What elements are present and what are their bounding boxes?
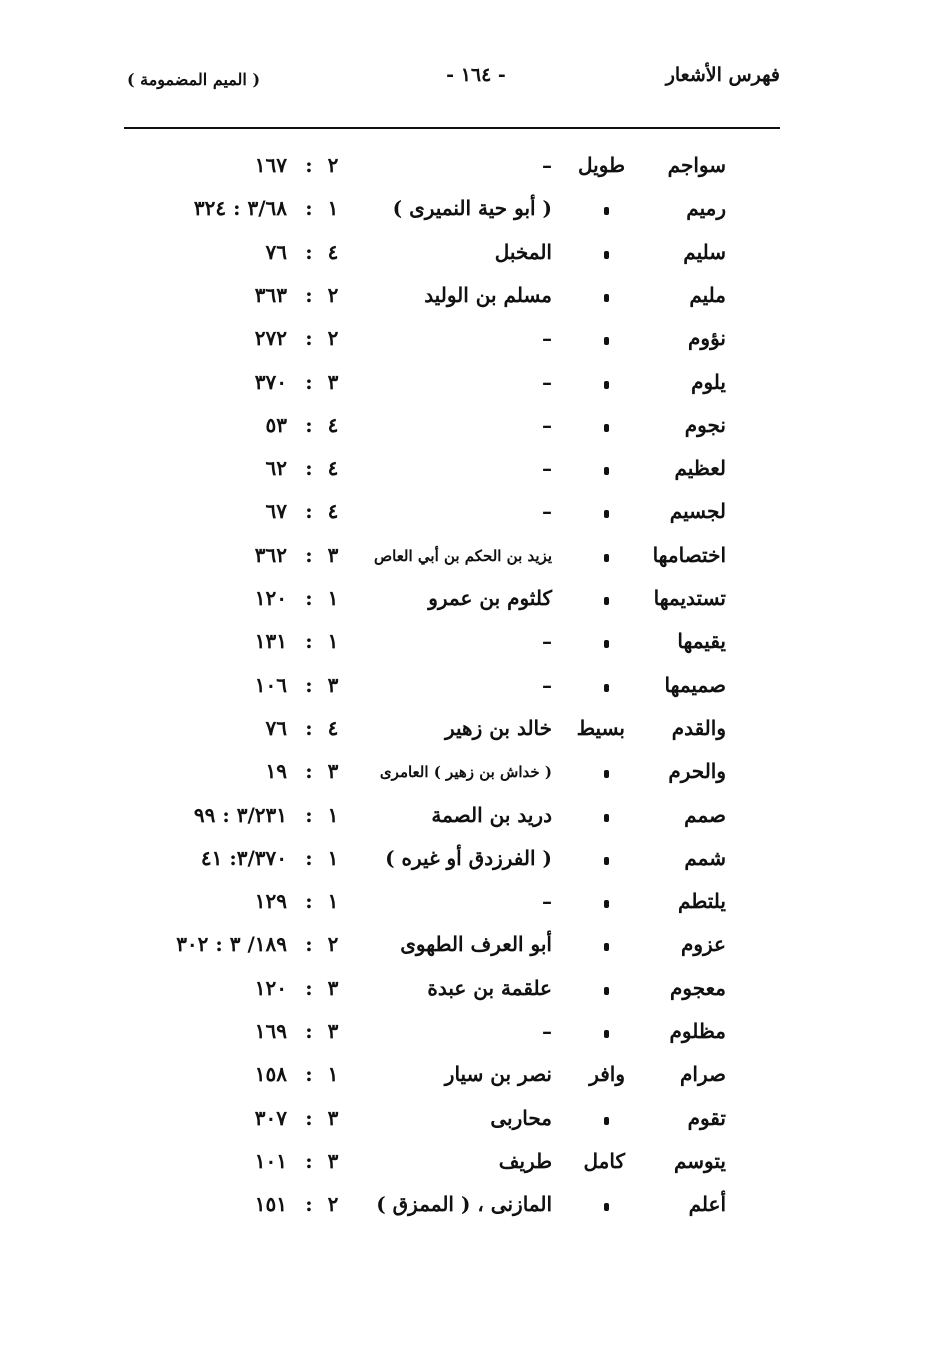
ditto-mark: [604, 1117, 609, 1125]
rhyme-word: اختصامها: [652, 542, 726, 567]
page-numbers: ٧٦: [265, 715, 287, 740]
separator: :: [305, 542, 313, 567]
separator: :: [305, 1192, 313, 1217]
page-numbers: ٣٦٣: [254, 282, 287, 307]
rhyme-word: تستديمها: [653, 586, 726, 610]
separator: :: [305, 412, 313, 437]
volume-number: ٣: [327, 1105, 339, 1130]
separator: :: [305, 369, 313, 394]
index-row: [0, 708, 952, 751]
poet-name: –: [542, 412, 552, 437]
poet-name: أبو العرف الطهوى: [400, 932, 552, 957]
ditto-mark: [604, 684, 609, 692]
volume-number: ٢: [327, 932, 339, 957]
index-row: [0, 751, 952, 794]
page-numbers: ١٠١: [254, 1148, 287, 1173]
volume-number: ١: [327, 1062, 339, 1087]
rhyme-word: والقدم: [671, 715, 726, 740]
ditto-mark: [604, 510, 609, 518]
volume-number: ٣: [327, 759, 339, 784]
rhyme-word: نؤوم: [688, 326, 726, 351]
rhyme-word: عزوم: [680, 932, 726, 957]
poet-name: –: [542, 456, 552, 481]
header-rule: [124, 127, 780, 129]
rhyme-word: يقيمها: [677, 629, 726, 654]
page-numbers: ٣/٢٣١ : ٩٩: [193, 802, 287, 827]
volume-number: ٤: [327, 499, 339, 524]
index-row: [0, 491, 952, 534]
page-numbers: ٢٧٢: [254, 326, 287, 351]
rhyme-word: لجسيم: [669, 499, 726, 524]
volume-number: ٣: [327, 975, 339, 1000]
rhyme-word: صمم: [684, 802, 726, 827]
rhyme-word: يلوم: [691, 369, 726, 394]
rhyme-word: أعلم: [688, 1192, 726, 1217]
index-row: [0, 1054, 952, 1097]
poet-name: علقمة بن عبدة: [427, 975, 552, 1000]
meter-name: بسيط: [576, 715, 625, 740]
page-numbers: ١٠٦: [254, 672, 287, 697]
volume-number: ١: [327, 196, 339, 221]
volume-number: ٤: [327, 715, 339, 740]
index-row: [0, 665, 952, 708]
volume-number: ٣: [327, 369, 339, 394]
index-row: [0, 621, 952, 664]
poet-name: –: [542, 326, 552, 351]
poet-name: ( خداش بن زهير ) العامرى: [379, 763, 552, 782]
page-numbers: ٣٧٠: [254, 369, 287, 394]
separator: :: [305, 889, 313, 914]
index-row: [0, 1098, 952, 1141]
index-row: [0, 578, 952, 621]
ditto-mark: [604, 294, 609, 302]
index-row: [0, 881, 952, 924]
page-number: - ١٦٤ -: [446, 64, 506, 86]
separator: :: [305, 456, 313, 481]
rhyme-word: يتوسم: [673, 1148, 726, 1173]
rhyme-word: لعظيم: [674, 456, 726, 481]
page-numbers: ٣٦٢: [254, 542, 287, 567]
ditto-mark: [604, 381, 609, 389]
index-row: [0, 838, 952, 881]
separator: :: [305, 759, 313, 784]
running-title: فهرس الأشعار: [665, 64, 780, 86]
separator: :: [305, 282, 313, 307]
poet-name: –: [542, 889, 552, 914]
poet-name: محاربى: [490, 1105, 552, 1130]
volume-number: ١: [327, 586, 339, 610]
volume-number: ٣: [327, 1019, 339, 1043]
index-row: [0, 275, 952, 318]
poet-name: –: [542, 153, 552, 177]
index-row: [0, 188, 952, 231]
rhyme-word: مظلوم: [669, 1019, 726, 1043]
separator: :: [305, 586, 313, 610]
index-row: [0, 795, 952, 838]
page-numbers: ٦٢: [265, 456, 287, 481]
volume-number: ٤: [327, 239, 339, 264]
volume-number: ١: [327, 629, 339, 654]
page-numbers: ١٥١: [254, 1192, 287, 1217]
page-numbers: ٣٠٧: [254, 1105, 287, 1130]
separator: :: [305, 326, 313, 351]
meter-name: كامل: [583, 1148, 625, 1173]
ditto-mark: [604, 857, 609, 865]
ditto-mark: [604, 987, 609, 995]
index-row: [0, 1011, 952, 1054]
index-row: [0, 1184, 952, 1227]
poet-name: المخبل: [494, 239, 552, 264]
index-row: [0, 318, 952, 361]
volume-number: ٣: [327, 542, 339, 567]
separator: :: [305, 629, 313, 654]
rhyme-word: سليم: [683, 239, 726, 264]
rhyme-word: صميمها: [664, 672, 726, 697]
poet-name: ( الفرزدق أو غيره ): [385, 845, 552, 870]
separator: :: [305, 1019, 313, 1043]
separator: :: [305, 153, 313, 177]
index-row: [0, 145, 952, 188]
rhyme-word: سواجم: [667, 153, 726, 177]
ditto-mark: [604, 554, 609, 562]
poet-name: خالد بن زهير: [444, 715, 552, 740]
index-row: [0, 535, 952, 578]
index-row: [0, 405, 952, 448]
separator: :: [305, 672, 313, 697]
ditto-mark: [604, 597, 609, 605]
page-numbers: ١٨٩/ ٣ : ٣٠٢: [176, 932, 287, 957]
poet-name: نصر بن سيار: [444, 1062, 552, 1087]
separator: :: [305, 1062, 313, 1087]
poet-name: مسلم بن الوليد: [424, 282, 552, 307]
index-row: [0, 362, 952, 405]
page-numbers: ٧٦: [265, 239, 287, 264]
rhyme-word: مليم: [689, 282, 726, 307]
ditto-mark: [604, 900, 609, 908]
rhyme-word: صرام: [680, 1062, 726, 1087]
separator: :: [305, 975, 313, 1000]
index-row: [0, 1141, 952, 1184]
volume-number: ٢: [327, 153, 339, 177]
separator: :: [305, 1105, 313, 1130]
ditto-mark: [604, 1203, 609, 1211]
rhyme-word: نجوم: [684, 412, 726, 437]
poet-name: المازنى ، ( الممزق ): [376, 1192, 552, 1217]
rhyme-word: والحرم: [668, 759, 726, 784]
page-numbers: ١٢٠: [254, 586, 287, 610]
ditto-mark: [604, 814, 609, 822]
separator: :: [305, 499, 313, 524]
page-numbers: ٣/٦٨ : ٣٢٤: [193, 196, 287, 221]
separator: :: [305, 1148, 313, 1173]
poet-name: كلثوم بن عمرو: [428, 586, 552, 610]
page-numbers: ١٦٩: [254, 1019, 287, 1043]
page-numbers: ١٢٩: [254, 889, 287, 914]
separator: :: [305, 932, 313, 957]
index-row: [0, 232, 952, 275]
ditto-mark: [604, 640, 609, 648]
ditto-mark: [604, 207, 609, 215]
page-numbers: ٦٧: [265, 499, 287, 524]
index-row: [0, 448, 952, 491]
rhyme-word: شمم: [684, 845, 726, 870]
separator: :: [305, 715, 313, 740]
volume-number: ٣: [327, 1148, 339, 1173]
poet-name: –: [542, 369, 552, 394]
rhyme-word: يلتطم: [678, 889, 726, 914]
poet-name: –: [542, 1019, 552, 1043]
volume-number: ٤: [327, 412, 339, 437]
ditto-mark: [604, 251, 609, 259]
index-row: [0, 968, 952, 1011]
separator: :: [305, 802, 313, 827]
ditto-mark: [604, 337, 609, 345]
ditto-mark: [604, 770, 609, 778]
volume-number: ٤: [327, 456, 339, 481]
rhyme-word: رميم: [686, 196, 726, 221]
ditto-mark: [604, 424, 609, 432]
ditto-mark: [604, 467, 609, 475]
page-numbers: ١٥٨: [254, 1062, 287, 1087]
volume-number: ١: [327, 845, 339, 870]
section-title: ( الميم المضمومة ): [127, 70, 261, 89]
poet-name: –: [542, 499, 552, 524]
rhyme-word: معجوم: [670, 975, 726, 1000]
volume-number: ٢: [327, 326, 339, 351]
poet-name: ( أبو حية النميرى ): [392, 196, 552, 221]
separator: :: [305, 196, 313, 221]
poet-name: –: [542, 672, 552, 697]
page-numbers: ٥٣: [265, 412, 287, 437]
rhyme-word: تقوم: [687, 1105, 726, 1130]
ditto-mark: [604, 943, 609, 951]
meter-name: طويل: [578, 153, 625, 177]
poet-name: يزيد بن الحكم بن أبي العاص: [373, 546, 552, 565]
volume-number: ٣: [327, 672, 339, 697]
page-numbers: ١٣١: [254, 629, 287, 654]
index-row: [0, 924, 952, 967]
meter-name: وافر: [589, 1062, 625, 1087]
separator: :: [305, 845, 313, 870]
volume-number: ٢: [327, 1192, 339, 1217]
poet-name: دريد بن الصمة: [431, 802, 552, 827]
volume-number: ١: [327, 802, 339, 827]
poet-name: طريف: [498, 1148, 552, 1173]
volume-number: ١: [327, 889, 339, 914]
poet-name: –: [542, 629, 552, 654]
page-numbers: ١٢٠: [254, 975, 287, 1000]
page-numbers: ٣/٣٧٠: ٤١: [200, 845, 287, 870]
page-numbers: ١٦٧: [254, 153, 287, 177]
separator: :: [305, 239, 313, 264]
volume-number: ٢: [327, 282, 339, 307]
page-numbers: ١٩: [265, 759, 287, 784]
ditto-mark: [604, 1030, 609, 1038]
